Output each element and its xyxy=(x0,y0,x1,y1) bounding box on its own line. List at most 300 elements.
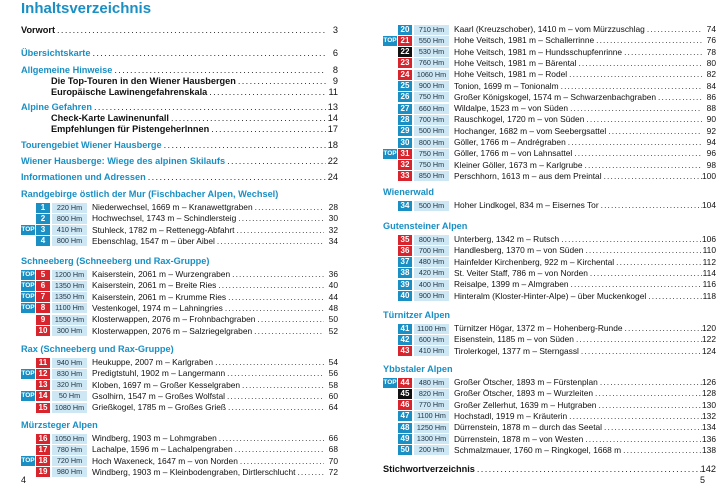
toc-entry-title: Vorwort xyxy=(21,25,56,35)
leader-dots xyxy=(225,155,326,168)
toc-entry-page: 17 xyxy=(327,124,338,134)
tour-entry[interactable] xyxy=(383,114,716,125)
tour-entry[interactable] xyxy=(21,380,338,391)
elevation-badge: 750 Hm xyxy=(414,92,449,102)
tour-number: 31 xyxy=(398,149,412,159)
tour-number: 32 xyxy=(398,160,412,170)
tour-page: 98 xyxy=(706,159,716,170)
tour-entry[interactable] xyxy=(383,234,716,245)
tour-entry[interactable] xyxy=(383,69,716,80)
tour-title: Hohe Veitsch, 1981 m – Bärental xyxy=(454,57,577,68)
tour-title: Großer Zellerhut, 1639 m – Hutgraben xyxy=(454,399,597,410)
tour-entry[interactable] xyxy=(383,245,716,256)
top-badge xyxy=(383,246,397,256)
top-badge xyxy=(383,389,397,399)
tour-entry[interactable] xyxy=(383,388,716,399)
tour-page: 66 xyxy=(328,433,338,443)
tour-number: 8 xyxy=(36,303,50,313)
leader-dots xyxy=(579,346,702,357)
tour-entry[interactable] xyxy=(383,148,716,159)
tour-page: 30 xyxy=(328,213,338,224)
toc-entry-page: 14 xyxy=(327,113,338,123)
tour-title: Lachalpe, 1596 m – Lachalpengraben xyxy=(92,444,233,455)
top-badge xyxy=(383,70,397,80)
toc-entry-page: 11 xyxy=(328,87,338,97)
tour-title: Hoher Lindkogel, 834 m – Eisernes Tor xyxy=(454,200,599,210)
leader-dots xyxy=(225,391,324,402)
tour-number: 28 xyxy=(398,115,412,125)
tour-title: Rauschkogel, 1720 m – von Süden xyxy=(454,114,585,125)
tour-entry[interactable] xyxy=(383,346,716,357)
tour-number: 12 xyxy=(36,369,50,379)
elevation-badge: 1060 Hm xyxy=(414,70,449,80)
tour-entry[interactable] xyxy=(21,236,338,247)
tour-entry[interactable] xyxy=(21,444,338,455)
tour-title: Großer Ötscher, 1893 m – Wurzleiten xyxy=(454,388,594,399)
elevation-badge: 200 Hm xyxy=(414,445,449,455)
tour-entry[interactable] xyxy=(383,81,716,92)
elevation-badge: 300 Hm xyxy=(52,326,87,336)
top-badge xyxy=(383,126,397,136)
leader-dots xyxy=(614,257,702,268)
tour-number: 13 xyxy=(36,380,50,390)
tour-entry[interactable] xyxy=(383,103,716,114)
top-badge xyxy=(21,326,35,336)
elevation-badge: 900 Hm xyxy=(414,291,449,301)
elevation-badge: 420 Hm xyxy=(414,268,449,278)
tour-number: 39 xyxy=(398,280,412,290)
tour-number: 6 xyxy=(36,281,50,291)
tour-title: Windberg, 1903 m – Kleinbodengraben, Dirtlerschlucht xyxy=(92,466,296,477)
leader-dots xyxy=(623,323,702,334)
tour-entry[interactable] xyxy=(383,92,716,103)
tour-title: Kloben, 1697 m – Großer Kesselgraben xyxy=(92,379,241,390)
tour-entry[interactable] xyxy=(383,268,716,279)
tour-entry[interactable] xyxy=(383,47,716,58)
leader-dots xyxy=(574,334,702,345)
toc-entry-title: Tourengebiet Wiener Hausberge xyxy=(21,140,162,150)
top-badge: TOP xyxy=(21,293,35,301)
leader-dots xyxy=(225,368,324,379)
toc-entry-title: Wiener Hausberge: Wiege des alpinen Skilaufs xyxy=(21,156,226,166)
tour-entry[interactable] xyxy=(383,323,716,334)
top-badge xyxy=(383,92,397,102)
elevation-badge: 980 Hm xyxy=(52,467,87,477)
leader-dots xyxy=(236,213,324,224)
leader-dots xyxy=(215,236,324,247)
tour-number: 35 xyxy=(398,235,412,245)
tour-title: Klosterwappen, 2076 m – Salzriegelgraben xyxy=(92,325,253,336)
tour-page: 128 xyxy=(702,388,716,399)
tour-number: 2 xyxy=(36,214,50,224)
elevation-badge: 800 Hm xyxy=(52,214,87,224)
leader-dots xyxy=(656,92,702,103)
leader-dots xyxy=(584,114,702,125)
top-badge: TOP xyxy=(21,270,35,278)
tour-title: Reisalpe, 1399 m – Almgraben xyxy=(454,279,569,290)
tour-entry[interactable] xyxy=(21,357,338,368)
elevation-badge: 500 Hm xyxy=(414,126,449,136)
tour-title: Tonion, 1699 m – Tonionalm xyxy=(454,80,559,91)
toc-entry-page: 3 xyxy=(332,25,338,35)
tour-entry[interactable] xyxy=(21,280,338,291)
elevation-badge: 800 Hm xyxy=(52,236,87,246)
section-heading: Türnitzer Alpen xyxy=(383,310,451,320)
tour-page: 130 xyxy=(702,399,716,410)
tour-number: 40 xyxy=(398,291,412,301)
elevation-badge: 530 Hm xyxy=(414,47,449,57)
leader-dots xyxy=(602,171,702,182)
leader-dots xyxy=(253,202,324,213)
leader-dots xyxy=(593,388,702,399)
tour-page: 64 xyxy=(328,402,338,413)
elevation-badge: 400 Hm xyxy=(414,280,449,290)
tour-title: Großer Königskogel, 1574 m – Schwarzenbachgraben xyxy=(454,91,657,102)
toc-entry[interactable] xyxy=(21,47,338,60)
tour-number: 33 xyxy=(398,171,412,181)
tour-page: 86 xyxy=(706,91,716,102)
top-badge xyxy=(383,291,397,301)
elevation-badge: 1050 Hm xyxy=(52,434,87,444)
toc-entry-page: 6 xyxy=(332,48,338,58)
tour-page: 120 xyxy=(702,323,716,333)
leader-dots xyxy=(238,456,324,467)
tour-page: 90 xyxy=(706,114,716,125)
section-heading: Gutensteiner Alpen xyxy=(383,221,468,231)
toc-entry[interactable] xyxy=(21,171,338,184)
tour-number: 46 xyxy=(398,400,412,410)
toc-entry-title: Stichwortverzeichnis xyxy=(383,464,475,474)
tour-entry[interactable] xyxy=(383,137,716,148)
top-badge: TOP xyxy=(21,369,35,377)
tour-page: 112 xyxy=(702,256,716,267)
toc-entry-title: Allgemeine Hinweise xyxy=(21,65,113,75)
tour-entry[interactable] xyxy=(383,126,716,137)
tour-entry[interactable] xyxy=(383,171,716,182)
top-badge xyxy=(383,235,397,245)
leader-dots xyxy=(567,411,702,422)
tour-number: 48 xyxy=(398,423,412,433)
tour-page: 116 xyxy=(702,279,716,290)
tour-entry[interactable] xyxy=(21,225,338,236)
leader-dots xyxy=(252,326,324,337)
top-badge xyxy=(383,268,397,278)
top-badge xyxy=(383,324,397,334)
elevation-badge: 1100 Hm xyxy=(414,324,449,334)
toc-entry-title: Check-Karte Lawinenunfall xyxy=(51,113,169,123)
top-badge xyxy=(383,423,397,433)
tour-entry[interactable] xyxy=(383,434,716,445)
tour-entry[interactable] xyxy=(383,422,716,433)
tour-title: Grießkogel, 1785 m – Großes Grieß xyxy=(92,402,227,413)
leader-dots xyxy=(213,357,324,368)
toc-entry-page: 24 xyxy=(327,172,338,182)
toc-entry-page: 13 xyxy=(327,102,338,112)
elevation-badge: 750 Hm xyxy=(414,160,449,170)
section-heading: Randgebirge östlich der Mur (Fischbacher Alpen, Wechsel) xyxy=(21,189,279,199)
leader-dots xyxy=(209,123,326,136)
tour-title: Eisenstein, 1185 m – von Süden xyxy=(454,334,574,345)
tour-entry[interactable] xyxy=(21,213,338,224)
leader-dots xyxy=(559,81,702,92)
tour-page: 60 xyxy=(328,390,338,401)
elevation-badge: 940 Hm xyxy=(52,358,87,368)
top-badge xyxy=(21,380,35,390)
tour-page: 94 xyxy=(706,137,716,147)
tour-title: Göller, 1766 m – von Lahnsattel xyxy=(454,148,573,159)
leader-dots xyxy=(240,380,324,391)
tour-title: Windberg, 1903 m – Lohmgraben xyxy=(92,433,217,443)
top-badge xyxy=(383,346,397,356)
tour-number: 20 xyxy=(398,25,412,35)
tour-page: 104 xyxy=(702,200,716,210)
leader-dots xyxy=(226,292,324,303)
toc-entry[interactable] xyxy=(21,139,338,152)
leader-dots xyxy=(645,24,702,35)
elevation-badge: 1300 Hm xyxy=(414,434,449,444)
elevation-badge: 550 Hm xyxy=(414,36,449,46)
leader-dots xyxy=(255,314,324,325)
top-badge xyxy=(383,58,397,68)
top-badge xyxy=(21,403,35,413)
tour-number: 15 xyxy=(36,403,50,413)
tour-page: 106 xyxy=(702,234,716,244)
tour-title: Kaiserstein, 2061 m – Breite Ries xyxy=(92,280,217,291)
leader-dots xyxy=(599,200,702,211)
tour-title: Ebenschlag, 1547 m – über Aibel xyxy=(92,235,215,246)
elevation-badge: 770 Hm xyxy=(414,400,449,410)
leader-dots xyxy=(226,402,324,413)
tour-entry[interactable] xyxy=(21,402,338,413)
elevation-badge: 800 Hm xyxy=(414,138,449,148)
toc-entry-page: 18 xyxy=(327,140,338,150)
leader-dots xyxy=(576,58,702,69)
tour-title: Hohe Veitsch, 1981 m – Rodel xyxy=(454,69,568,80)
elevation-badge: 480 Hm xyxy=(414,257,449,267)
tour-page: 76 xyxy=(706,35,716,46)
leader-dots xyxy=(569,279,702,290)
tour-number: 43 xyxy=(398,346,412,356)
tour-page: 32 xyxy=(328,224,338,235)
toc-entry[interactable] xyxy=(21,86,338,99)
elevation-badge: 410 Hm xyxy=(52,225,87,235)
toc-entry[interactable] xyxy=(21,24,338,37)
elevation-badge: 500 Hm xyxy=(414,201,449,211)
top-badge xyxy=(21,315,35,325)
page-title: Inhaltsverzeichnis xyxy=(21,0,152,17)
tour-page: 28 xyxy=(328,202,338,212)
top-badge xyxy=(21,203,35,213)
leader-dots xyxy=(233,444,324,455)
elevation-badge: 760 Hm xyxy=(414,58,449,68)
tour-title: Stuhleck, 1782 m – Rettenegg-Abfahrt xyxy=(92,224,235,235)
tour-page: 124 xyxy=(702,345,716,356)
tour-page: 96 xyxy=(706,148,716,159)
tour-entry[interactable] xyxy=(383,160,716,171)
leader-dots xyxy=(588,268,702,279)
tour-page: 54 xyxy=(328,357,338,367)
top-badge xyxy=(383,335,397,345)
tour-title: Hohe Veitsch, 1981 m – Hundsschupfenrinne xyxy=(454,46,623,57)
top-badge xyxy=(383,280,397,290)
leader-dots xyxy=(162,139,326,152)
tour-title: Wildalpe, 1523 m – von Süden xyxy=(454,103,569,114)
page-number-right: 5 xyxy=(700,475,706,485)
leader-dots xyxy=(295,467,324,478)
toc-entry[interactable] xyxy=(383,463,716,476)
tour-entry[interactable] xyxy=(21,368,338,379)
top-badge xyxy=(383,434,397,444)
tour-title: Hochanger, 1682 m – vom Seebergsattel xyxy=(454,125,607,136)
tour-entry[interactable] xyxy=(383,377,716,388)
tour-page: 92 xyxy=(706,125,716,136)
leader-dots xyxy=(216,280,324,291)
tour-number: 30 xyxy=(398,138,412,148)
top-badge: TOP xyxy=(383,36,397,44)
tour-entry[interactable] xyxy=(383,257,716,268)
tour-title: Tirolerkogel, 1377 m – Sterngassl xyxy=(454,345,579,356)
tour-title: Predigtstuhl, 1902 m – Langermann xyxy=(92,368,226,379)
tour-number: 37 xyxy=(398,257,412,267)
toc-entry-title: Die Top-Touren in den Wiener Hausbergen xyxy=(51,76,236,86)
top-badge xyxy=(383,104,397,114)
tour-page: 136 xyxy=(702,433,716,444)
top-badge xyxy=(383,445,397,455)
tour-entry[interactable] xyxy=(21,467,338,478)
elevation-badge: 1350 Hm xyxy=(52,292,87,302)
toc-entry-title: Übersichtskarte xyxy=(21,48,91,58)
tour-title: Perschhorn, 1613 m – aus dem Preintal xyxy=(454,170,602,181)
tour-entry[interactable] xyxy=(21,456,338,467)
top-badge: TOP xyxy=(21,304,35,312)
tour-entry[interactable] xyxy=(383,200,716,211)
tour-number: 29 xyxy=(398,126,412,136)
tour-entry[interactable] xyxy=(21,303,338,314)
tour-page: 44 xyxy=(328,291,338,302)
leader-dots xyxy=(223,303,324,314)
leader-dots xyxy=(602,422,702,433)
tour-title: Klosterwappen, 2076 m – Frohnbachgraben xyxy=(92,314,256,325)
tour-entry[interactable] xyxy=(21,326,338,337)
leader-dots xyxy=(146,171,326,184)
tour-entry[interactable] xyxy=(383,279,716,290)
tour-entry[interactable] xyxy=(21,433,338,444)
elevation-badge: 710 Hm xyxy=(414,25,449,35)
tour-number: 42 xyxy=(398,335,412,345)
toc-entry-page: 9 xyxy=(332,76,338,86)
tour-entry[interactable] xyxy=(383,445,716,456)
tour-number: 45 xyxy=(398,389,412,399)
tour-page: 74 xyxy=(706,24,716,34)
toc-entry[interactable] xyxy=(21,155,338,168)
elevation-badge: 800 Hm xyxy=(414,235,449,245)
tour-title: Unterberg, 1342 m – Rutsch xyxy=(454,234,560,244)
leader-dots xyxy=(230,269,324,280)
top-badge xyxy=(21,445,35,455)
toc-entry-title: Informationen und Adressen xyxy=(21,172,146,182)
leader-dots xyxy=(594,35,702,46)
tour-entry[interactable] xyxy=(21,269,338,280)
tour-entry[interactable] xyxy=(383,400,716,411)
tour-page: 68 xyxy=(328,444,338,455)
tour-page: 138 xyxy=(702,444,716,455)
tour-entry[interactable] xyxy=(383,24,716,35)
tour-entry[interactable] xyxy=(383,334,716,345)
tour-number: 44 xyxy=(398,378,412,388)
tour-number: 16 xyxy=(36,434,50,444)
top-badge xyxy=(383,25,397,35)
toc-entry-title: Europäische Lawinengefahrenskala xyxy=(51,87,208,97)
tour-entry[interactable] xyxy=(21,314,338,325)
top-badge xyxy=(383,138,397,148)
leader-dots xyxy=(217,433,324,444)
tour-number: 22 xyxy=(398,47,412,57)
top-badge xyxy=(21,214,35,224)
tour-title: Vestenkogel, 1974 m – Lahningries xyxy=(92,302,223,313)
tour-entry[interactable] xyxy=(21,391,338,402)
tour-title: Hoch Waxeneck, 1647 m – von Norden xyxy=(92,455,238,466)
elevation-badge: 410 Hm xyxy=(414,346,449,356)
tour-number: 18 xyxy=(36,456,50,466)
tour-number: 21 xyxy=(398,36,412,46)
tour-page: 50 xyxy=(328,314,338,325)
top-badge xyxy=(383,47,397,57)
top-badge xyxy=(383,160,397,170)
top-badge: TOP xyxy=(383,378,397,386)
tour-entry[interactable] xyxy=(21,292,338,303)
tour-entry[interactable] xyxy=(383,411,716,422)
tour-number: 1 xyxy=(36,203,50,213)
leader-dots xyxy=(572,148,702,159)
tour-title: Hohe Veitsch, 1981 m – Schallerrinne xyxy=(454,35,595,46)
elevation-badge: 1550 Hm xyxy=(52,315,87,325)
leader-dots xyxy=(583,160,703,171)
tour-page: 100 xyxy=(702,170,716,181)
tour-title: Hochwechsel, 1743 m – Schindlersteig xyxy=(92,213,237,224)
elevation-badge: 1200 Hm xyxy=(52,270,87,280)
toc-entry-title: Alpine Gefahren xyxy=(21,102,92,112)
top-badge: TOP xyxy=(21,457,35,465)
tour-entry[interactable] xyxy=(383,291,716,302)
elevation-badge: 900 Hm xyxy=(414,81,449,91)
top-badge: TOP xyxy=(21,226,35,234)
tour-number: 9 xyxy=(36,315,50,325)
tour-page: 126 xyxy=(702,377,716,387)
leader-dots xyxy=(568,103,702,114)
leader-dots xyxy=(90,47,326,60)
tour-title: Niederwechsel, 1669 m – Kranawettgraben xyxy=(92,202,253,212)
tour-title: Dürrenstein, 1878 m – durch das Seetal xyxy=(454,422,603,433)
top-badge: TOP xyxy=(383,149,397,157)
tour-title: Kaiserstein, 2061 m – Wurzengraben xyxy=(92,269,231,279)
page-number-left: 4 xyxy=(21,475,27,485)
elevation-badge: 850 Hm xyxy=(414,171,449,181)
tour-entry[interactable] xyxy=(21,202,338,213)
top-badge: TOP xyxy=(21,281,35,289)
section-heading: Schneeberg (Schneeberg und Rax-Gruppe) xyxy=(21,256,210,266)
top-badge xyxy=(21,358,35,368)
toc-entry[interactable] xyxy=(21,123,338,136)
tour-entry[interactable] xyxy=(383,35,716,46)
tour-title: Kaarl (Kreuzschober), 1410 m – vom Mürzzuschlag xyxy=(454,24,645,34)
tour-page: 110 xyxy=(702,245,716,256)
tour-number: 5 xyxy=(36,270,50,280)
top-badge xyxy=(21,236,35,246)
top-badge xyxy=(21,434,35,444)
tour-entry[interactable] xyxy=(383,58,716,69)
tour-title: Gsolhirn, 1547 m – Großes Wolfstal xyxy=(92,390,225,401)
top-badge xyxy=(383,400,397,410)
